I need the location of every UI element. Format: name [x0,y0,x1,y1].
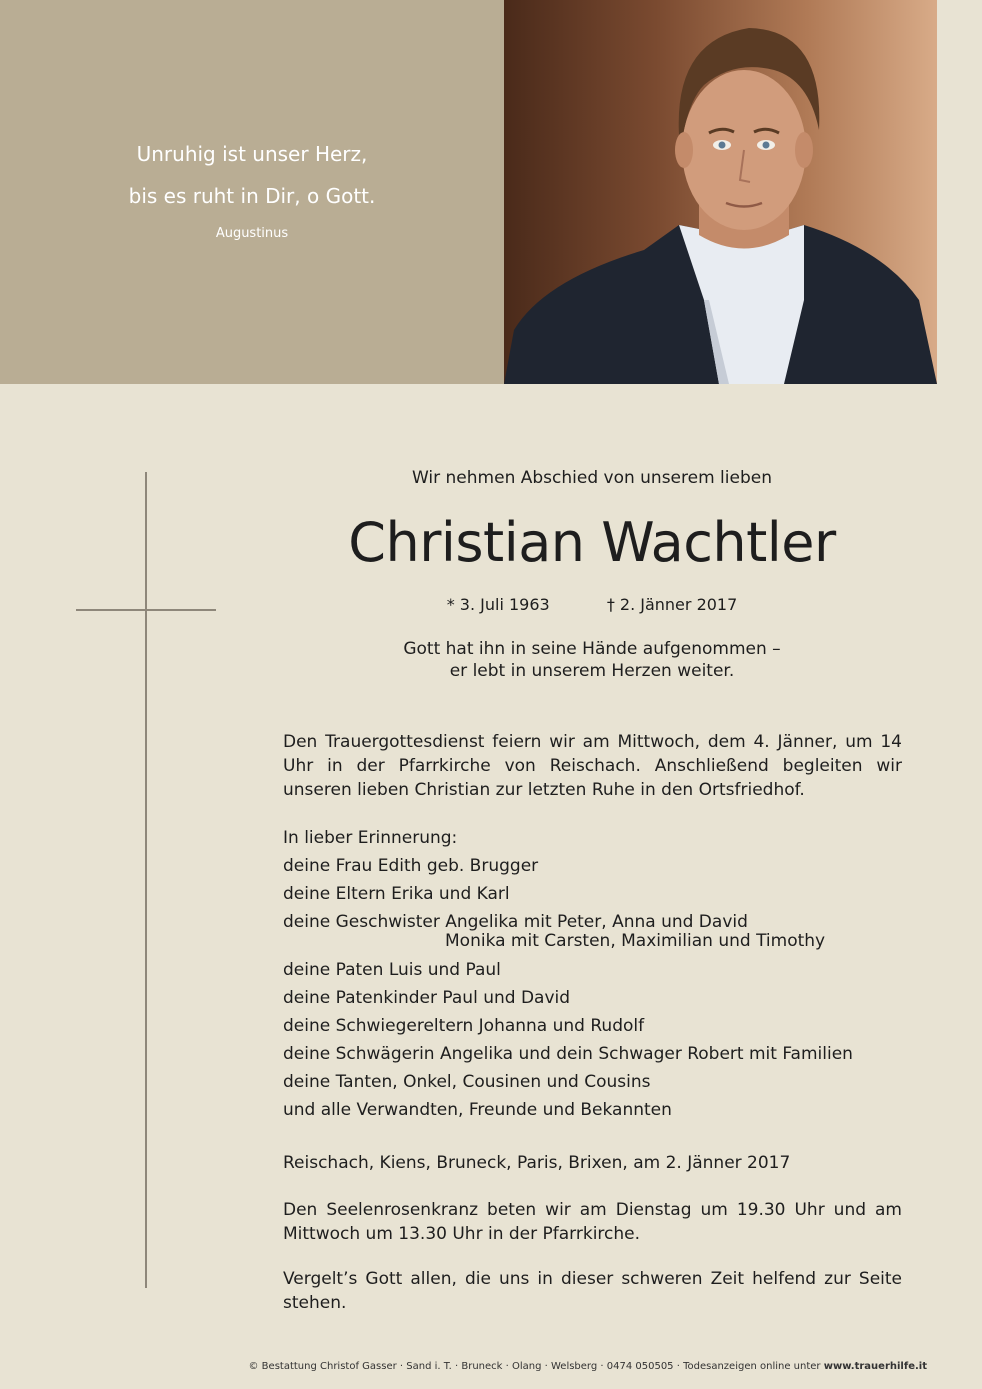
list-item: und alle Verwandten, Freunde und Bekannten [283,1100,672,1120]
list-item: deine Schwägerin Angelika und dein Schwager Robert mit Familien [283,1044,853,1064]
funeral-service-text: Den Trauergottesdienst feiern wir am Mittwoch, dem 4. Jänner, um 14 Uhr in der Pfarrkirche von Reischach. Anschließend begleiten wir unseren lieben Christian zur letzten Ruhe in den Ortsfriedhof. [283,732,902,800]
thanks-text: Vergelt’s Gott allen, die uns in dieser schweren Zeit helfend zur Seite stehen. [283,1269,902,1313]
death-date: † 2. Jänner 2017 [606,595,738,614]
birth-date: * 3. Juli 1963 [446,595,550,614]
place-and-date: Reischach, Kiens, Bruneck, Paris, Brixen, am 2. Jänner 2017 [283,1153,791,1173]
header-margin [937,0,982,384]
footer-credit [0,1361,927,1372]
quote-author: Augustinus [215,226,289,241]
list-item: deine Geschwister Angelika mit Peter, Anna und David [283,912,748,932]
quote-line-1: Unruhig ist unser Herz, [136,142,368,166]
list-item: deine Tanten, Onkel, Cousinen und Cousins [283,1072,651,1092]
memorial-verse [282,638,902,682]
portrait-photo [504,0,937,384]
verse-line-2: er lebt in unserem Herzen weiter. [449,661,735,681]
list-item: deine Frau Edith geb. Brugger [283,856,539,876]
farewell-intro: Wir nehmen Abschied von unserem lieben [411,468,772,488]
cross-horizontal-beam [76,609,216,611]
life-dates [282,595,902,614]
list-item: deine Paten Luis und Paul [283,960,501,980]
cross-vertical-beam [145,472,147,1288]
footer-link[interactable]: www.trauerhilfe.it [823,1361,927,1372]
list-item: deine Patenkinder Paul und David [283,988,571,1008]
footer-text: © Bestattung Christof Gasser · Sand i. T. · Bruneck · Olang · Welsberg · 0474 050505 · Todesanzeigen online unter [248,1361,824,1372]
deceased-name: Christian Wachtler [348,511,836,574]
quote-line-2: bis es ruht in Dir, o Gott. [128,184,376,208]
list-item: deine Eltern Erika und Karl [283,884,510,904]
verse-line-1: Gott hat ihn in seine Hände aufgenommen – [403,639,781,659]
list-item: deine Schwiegereltern Johanna und Rudolf [283,1016,645,1036]
remembrance-list [283,824,902,1124]
quote-panel [0,0,504,384]
portrait-illustration [504,0,937,384]
list-item: Monika mit Carsten, Maximilian und Timothy [445,931,826,951]
rosary-text: Den Seelenrosenkranz beten wir am Dienstag um 19.30 Uhr und am Mittwoch um 13.30 Uhr in der Pfarrkirche. [283,1200,902,1244]
remembrance-heading: In lieber Erinnerung: [283,828,458,848]
